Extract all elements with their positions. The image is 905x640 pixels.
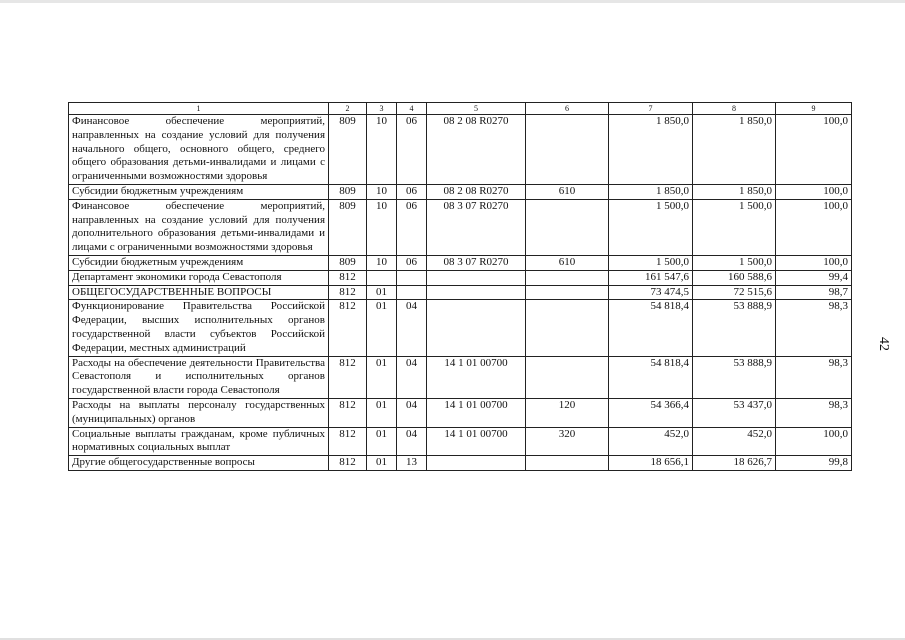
cell-target-article: 08 3 07 R0270: [427, 255, 526, 270]
cell-admin-code: 812: [329, 427, 367, 456]
cell-value-7: 161 547,6: [609, 270, 693, 285]
cell-section: 01: [367, 356, 397, 398]
cell-value-7: 73 474,5: [609, 285, 693, 300]
cell-expense-type: 120: [526, 398, 609, 427]
cell-value-7: 54 818,4: [609, 300, 693, 356]
row-name: Департамент экономики города Севастополя: [69, 270, 329, 285]
cell-subsection: 04: [397, 300, 427, 356]
cell-value-8: 18 626,7: [693, 456, 776, 471]
table-row: [69, 184, 852, 199]
table-row: [69, 456, 852, 471]
row-name: Субсидии бюджетным учреждениям: [69, 255, 329, 270]
cell-expense-type: 610: [526, 184, 609, 199]
cell-admin-code: 812: [329, 356, 367, 398]
row-name: Другие общегосударственные вопросы: [69, 456, 329, 471]
cell-value-8: 1 850,0: [693, 184, 776, 199]
cell-admin-code: 809: [329, 255, 367, 270]
cell-expense-type: 610: [526, 255, 609, 270]
cell-expense-type: [526, 199, 609, 255]
cell-value-8: 53 888,9: [693, 356, 776, 398]
cell-value-8: 1 500,0: [693, 199, 776, 255]
cell-admin-code: 812: [329, 270, 367, 285]
cell-target-article: 08 2 08 R0270: [427, 184, 526, 199]
table-row: [69, 300, 852, 356]
cell-percent: 100,0: [776, 427, 852, 456]
cell-value-7: 1 500,0: [609, 199, 693, 255]
column-header-4: 4: [397, 103, 427, 115]
cell-value-8: 53 888,9: [693, 300, 776, 356]
column-header-7: 7: [609, 103, 693, 115]
cell-value-7: 1 850,0: [609, 184, 693, 199]
cell-target-article: 14 1 01 00700: [427, 398, 526, 427]
cell-admin-code: 809: [329, 184, 367, 199]
cell-percent: 98,3: [776, 300, 852, 356]
cell-value-8: 72 515,6: [693, 285, 776, 300]
cell-subsection: 13: [397, 456, 427, 471]
cell-value-8: 1 850,0: [693, 115, 776, 185]
cell-value-7: 54 818,4: [609, 356, 693, 398]
cell-admin-code: 809: [329, 115, 367, 185]
cell-target-article: [427, 300, 526, 356]
cell-admin-code: 812: [329, 398, 367, 427]
page-number: 42: [876, 337, 891, 351]
cell-admin-code: 812: [329, 285, 367, 300]
cell-target-article: 08 3 07 R0270: [427, 199, 526, 255]
column-header-6: 6: [526, 103, 609, 115]
row-name: Финансовое обеспечение мероприятий, направленных на создание условий для получения начального общего, основного общего, среднего общего образования детьми-инвалидами и лицами с ограниченными возможностями здоровья: [69, 115, 329, 185]
cell-expense-type: [526, 300, 609, 356]
cell-expense-type: [526, 115, 609, 185]
cell-target-article: [427, 456, 526, 471]
cell-section: 10: [367, 184, 397, 199]
cell-section: 01: [367, 300, 397, 356]
cell-subsection: 06: [397, 115, 427, 185]
table-row: [69, 115, 852, 185]
column-header-8: 8: [693, 103, 776, 115]
cell-admin-code: 812: [329, 456, 367, 471]
table-row: [69, 270, 852, 285]
cell-subsection: 04: [397, 356, 427, 398]
cell-expense-type: [526, 285, 609, 300]
column-header-1: 1: [69, 103, 329, 115]
row-name: Социальные выплаты гражданам, кроме публичных нормативных социальных выплат: [69, 427, 329, 456]
cell-percent: 100,0: [776, 199, 852, 255]
cell-value-8: 53 437,0: [693, 398, 776, 427]
cell-percent: 100,0: [776, 115, 852, 185]
column-header-9: 9: [776, 103, 852, 115]
cell-expense-type: 320: [526, 427, 609, 456]
table-row: [69, 427, 852, 456]
cell-percent: 99,8: [776, 456, 852, 471]
scan-edge-top: [0, 0, 905, 3]
cell-expense-type: [526, 270, 609, 285]
table-header-row: [69, 103, 852, 115]
cell-value-7: 18 656,1: [609, 456, 693, 471]
budget-table: [68, 102, 852, 471]
cell-admin-code: 809: [329, 199, 367, 255]
table-row: [69, 255, 852, 270]
cell-percent: 98,3: [776, 356, 852, 398]
row-name: Функционирование Правительства Российской Федерации, высших исполнительных органов государственной власти субъектов Российской Федерации, местных администраций: [69, 300, 329, 356]
cell-value-8: 452,0: [693, 427, 776, 456]
column-header-2: 2: [329, 103, 367, 115]
cell-target-article: 14 1 01 00700: [427, 356, 526, 398]
cell-expense-type: [526, 456, 609, 471]
cell-section: 01: [367, 398, 397, 427]
cell-subsection: 04: [397, 427, 427, 456]
row-name: Расходы на выплаты персоналу государственных (муниципальных) органов: [69, 398, 329, 427]
cell-value-8: 1 500,0: [693, 255, 776, 270]
cell-expense-type: [526, 356, 609, 398]
table-row: [69, 356, 852, 398]
cell-section: 10: [367, 255, 397, 270]
cell-section: [367, 270, 397, 285]
row-name: Расходы на обеспечение деятельности Правительства Севастополя и исполнительных органов государственной власти города Севастополя: [69, 356, 329, 398]
row-name: Субсидии бюджетным учреждениям: [69, 184, 329, 199]
column-header-5: 5: [427, 103, 526, 115]
cell-target-article: [427, 285, 526, 300]
cell-percent: 100,0: [776, 255, 852, 270]
cell-section: 10: [367, 199, 397, 255]
cell-value-7: 1 500,0: [609, 255, 693, 270]
row-name: ОБЩЕГОСУДАРСТВЕННЫЕ ВОПРОСЫ: [69, 285, 329, 300]
cell-value-7: 452,0: [609, 427, 693, 456]
cell-section: 01: [367, 427, 397, 456]
cell-value-7: 1 850,0: [609, 115, 693, 185]
table-row: [69, 398, 852, 427]
table-row: [69, 285, 852, 300]
column-header-3: 3: [367, 103, 397, 115]
cell-subsection: 06: [397, 255, 427, 270]
cell-subsection: 06: [397, 199, 427, 255]
cell-subsection: 04: [397, 398, 427, 427]
cell-subsection: [397, 285, 427, 300]
cell-percent: 98,3: [776, 398, 852, 427]
cell-percent: 100,0: [776, 184, 852, 199]
cell-target-article: [427, 270, 526, 285]
cell-section: 01: [367, 456, 397, 471]
cell-percent: 98,7: [776, 285, 852, 300]
cell-subsection: 06: [397, 184, 427, 199]
row-name: Финансовое обеспечение мероприятий, направленных на создание условий для получения дополнительного образования детьми-инвалидами и лицами с ограниченными возможностями здоровья: [69, 199, 329, 255]
table-row: [69, 199, 852, 255]
cell-section: 10: [367, 115, 397, 185]
cell-value-8: 160 588,6: [693, 270, 776, 285]
cell-value-7: 54 366,4: [609, 398, 693, 427]
cell-target-article: 14 1 01 00700: [427, 427, 526, 456]
cell-admin-code: 812: [329, 300, 367, 356]
cell-subsection: [397, 270, 427, 285]
cell-target-article: 08 2 08 R0270: [427, 115, 526, 185]
cell-section: 01: [367, 285, 397, 300]
cell-percent: 99,4: [776, 270, 852, 285]
